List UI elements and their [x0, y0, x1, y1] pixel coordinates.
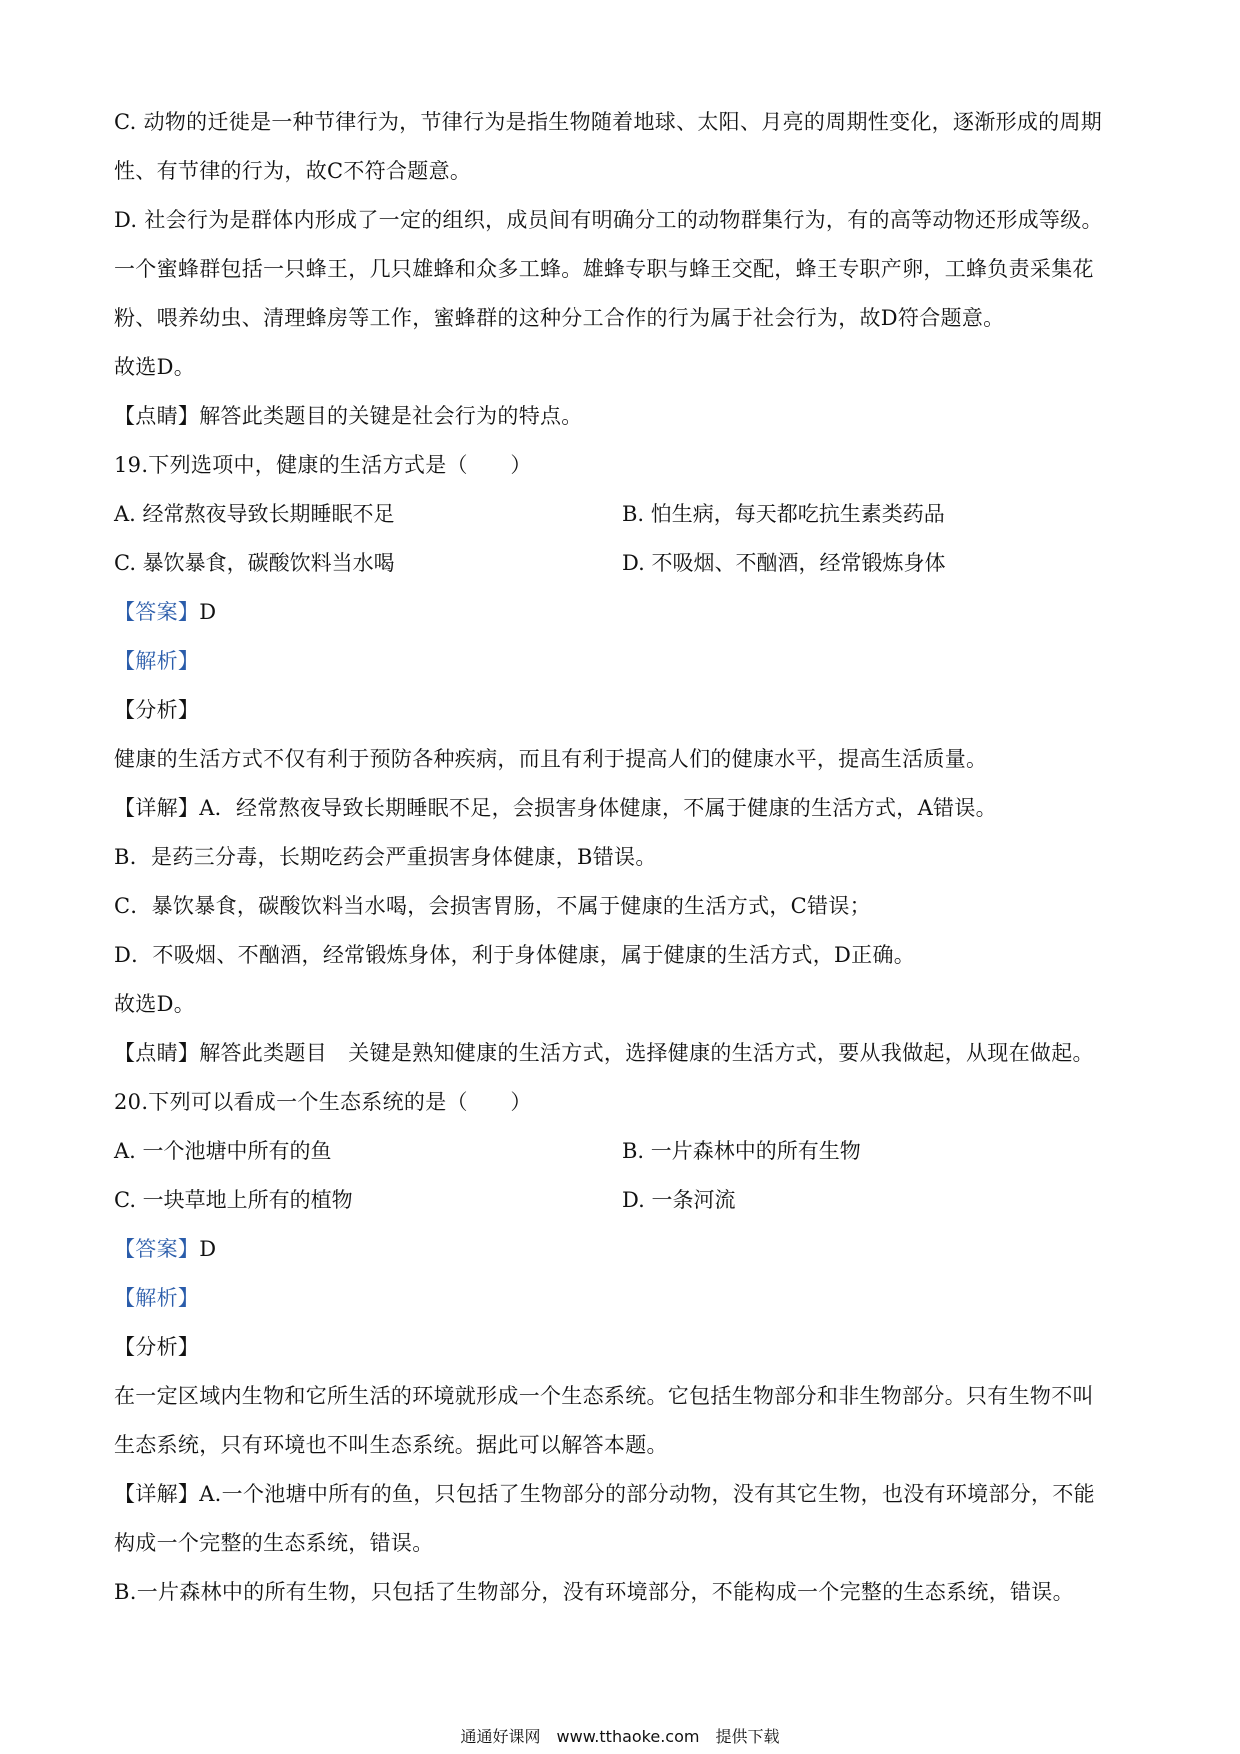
detail-label: 【详解】 — [114, 1482, 200, 1506]
tip-label: 【点睛】 — [114, 404, 200, 428]
detail-text: A.一个池塘中所有的鱼，只包括了生物部分的部分动物，没有其它生物，也没有环境部分，不能 — [199, 1482, 1095, 1506]
detail-line: D．不吸烟、不酗酒，经常锻炼身体，利于身体健康，属于健康的生活方式，D正确。 — [114, 943, 916, 967]
analysis-heading — [114, 1274, 1130, 1323]
options-row — [114, 490, 1130, 539]
paragraph-line: 粉、喂养幼虫、清理蜂房等工作，蜜蜂群的这种分工合作的行为属于社会行为，故D符合题意。 — [114, 306, 1005, 330]
detail-line — [114, 1470, 1130, 1519]
paragraph-line: D. 社会行为是群体内形成了一定的组织，成员间有明确分工的动物群集行为，有的高等动物还形成等级。 — [114, 208, 1103, 232]
fenxi-text: 健康的生活方式不仅有利于预防各种疾病，而且有利于提高人们的健康水平，提高生活质量。 — [114, 747, 988, 771]
tip-line — [114, 1029, 1130, 1078]
option-d: D. 不吸烟、不酗酒，经常锻炼身体 — [622, 551, 946, 575]
option-d: D. 一条河流 — [622, 1188, 736, 1212]
paragraph-line: 故选D。 — [114, 355, 196, 379]
fenxi-text: 在一定区域内生物和它所生活的环境就形成一个生态系统。它包括生物部分和非生物部分。只有生物不叫 — [114, 1384, 1094, 1408]
answer-value: D — [199, 600, 217, 624]
paragraph-line: C. 动物的迁徙是一种节律行为，节律行为是指生物随着地球、太阳、月亮的周期性变化，逐渐形成的周期 — [114, 110, 1103, 134]
fenxi-heading — [114, 686, 1130, 735]
analysis-label: 【解析】 — [114, 1286, 200, 1310]
fenxi-label: 【分析】 — [114, 698, 200, 722]
tip-line — [114, 392, 1130, 441]
detail-line: 构成一个完整的生态系统，错误。 — [114, 1531, 434, 1555]
fenxi-heading — [114, 1323, 1130, 1372]
document-page — [114, 98, 1130, 1617]
detail-line: B.一片森林中的所有生物，只包括了生物部分，没有环境部分，不能构成一个完整的生态系统，错误。 — [114, 1580, 1074, 1604]
option-c: C. 暴饮暴食，碳酸饮料当水喝 — [114, 551, 395, 575]
tip-text: 解答此类题目的关键是社会行为的特点。 — [199, 404, 583, 428]
question-stem: 20.下列可以看成一个生态系统的是（ ） — [114, 1090, 532, 1114]
answer-line — [114, 588, 1130, 637]
option-a: A. 一个池塘中所有的鱼 — [114, 1139, 332, 1163]
analysis-label: 【解析】 — [114, 649, 200, 673]
option-b: B. 一片森林中的所有生物 — [622, 1139, 861, 1163]
fenxi-text: 生态系统，只有环境也不叫生态系统。据此可以解答本题。 — [114, 1433, 668, 1457]
options-row — [114, 1127, 1130, 1176]
option-b: B. 怕生病，每天都吃抗生素类药品 — [622, 502, 945, 526]
detail-line: C．暴饮暴食，碳酸饮料当水喝，会损害胃肠，不属于健康的生活方式，C错误； — [114, 894, 871, 918]
answer-line — [114, 1225, 1130, 1274]
paragraph-line: 性、有节律的行为，故C不符合题意。 — [114, 159, 472, 183]
detail-label: 【详解】 — [114, 796, 200, 820]
answer-label: 【答案】 — [114, 600, 200, 624]
detail-line: 故选D。 — [114, 992, 196, 1016]
tip-text: 解答此类题目 关键是熟知健康的生活方式，选择健康的生活方式，要从我做起，从现在做起。 — [199, 1041, 1094, 1065]
option-a: A. 经常熬夜导致长期睡眠不足 — [114, 502, 395, 526]
detail-line — [114, 784, 1130, 833]
answer-value: D — [199, 1237, 217, 1261]
option-c: C. 一块草地上所有的植物 — [114, 1188, 353, 1212]
answer-label: 【答案】 — [114, 1237, 200, 1261]
detail-line: B．是药三分毒，长期吃药会严重损害身体健康，B错误。 — [114, 845, 657, 869]
detail-text: A．经常熬夜导致长期睡眠不足，会损害身体健康，不属于健康的生活方式，A错误。 — [199, 796, 997, 820]
options-row — [114, 1176, 1130, 1225]
page-footer: 通通好课网 www.tthaoke.com 提供下载 — [460, 1727, 780, 1746]
tip-label: 【点睛】 — [114, 1041, 200, 1065]
fenxi-label: 【分析】 — [114, 1335, 200, 1359]
question-stem: 19.下列选项中，健康的生活方式是（ ） — [114, 453, 532, 477]
paragraph-line: 一个蜜蜂群包括一只蜂王，几只雄蜂和众多工蜂。雄蜂专职与蜂王交配，蜂王专职产卵，工蜂负责采集花 — [114, 257, 1094, 281]
options-row — [114, 539, 1130, 588]
analysis-heading — [114, 637, 1130, 686]
